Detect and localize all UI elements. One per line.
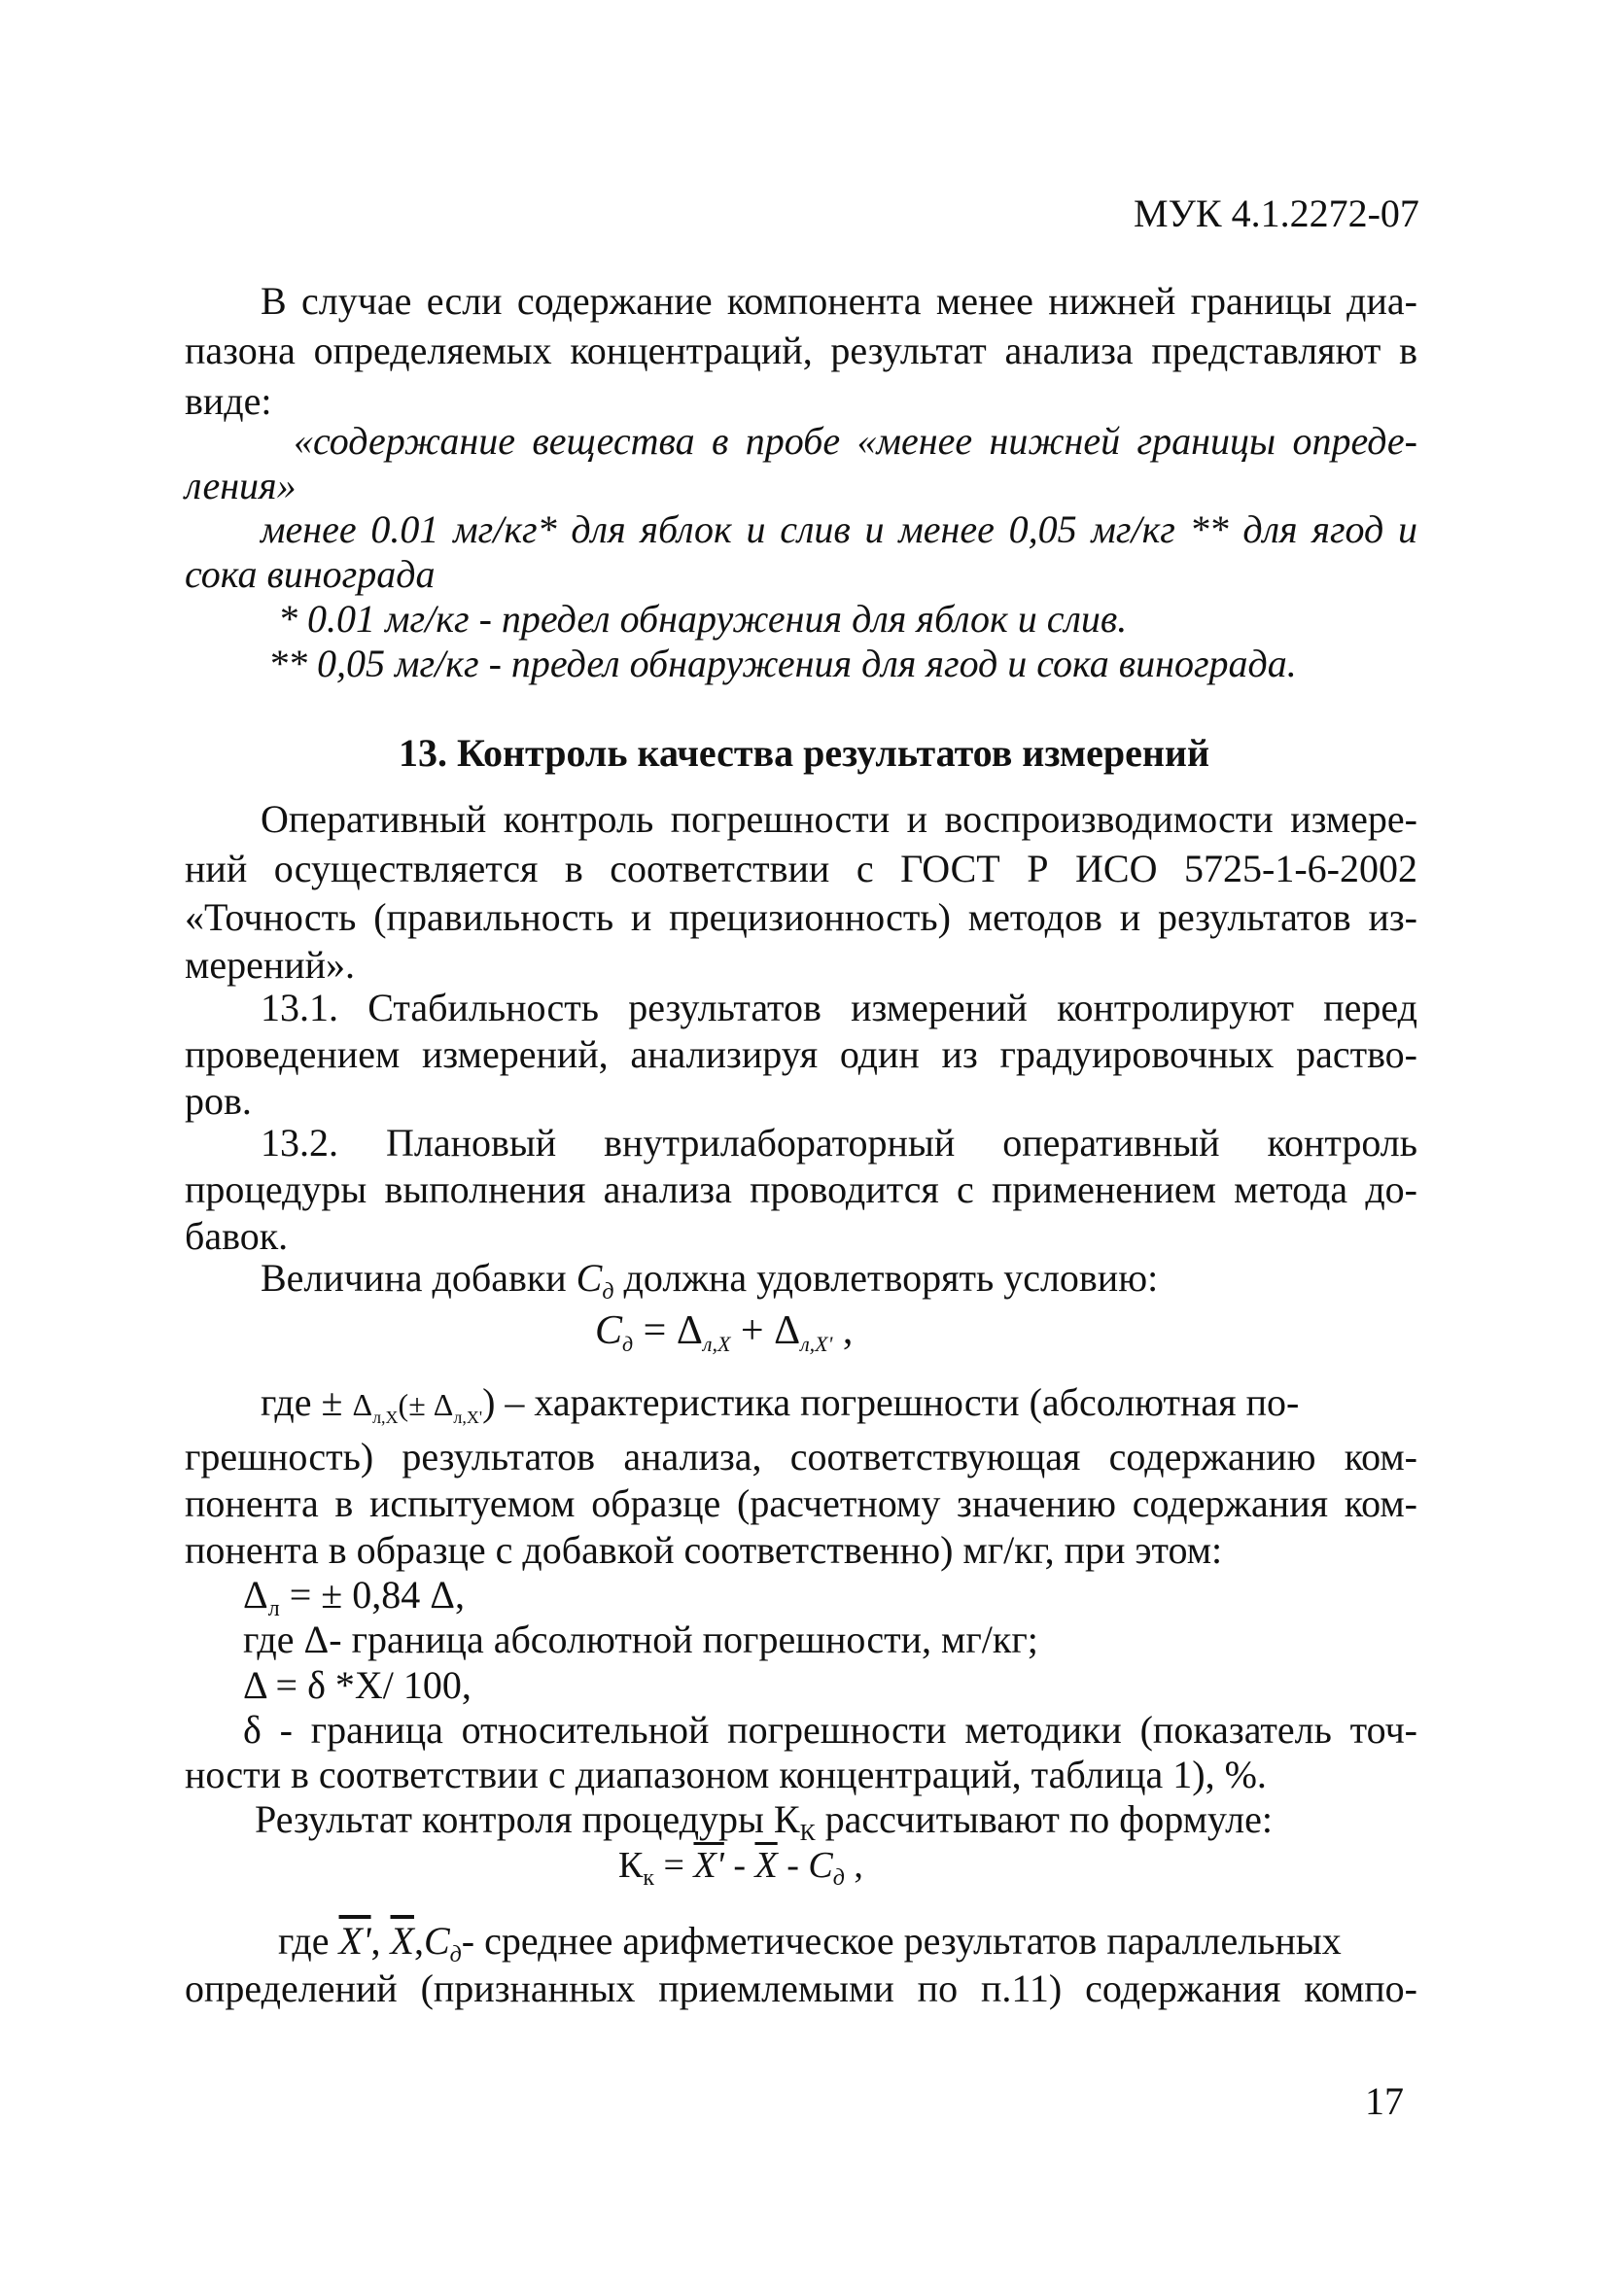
formula-additive: $C_д = \Delta_{л,X} + \Delta_{л,X'}$ , <box>595 1308 854 1356</box>
intro-line-3: виде: <box>185 379 272 423</box>
p3-line-1: 13.2. Плановый внутрилабораторный оперативный контроль <box>261 1121 1417 1165</box>
where-line-2: грешность) результатов анализа, соответствующая содержанию ком- <box>185 1435 1417 1478</box>
footnote-line-2: ** 0,05 мг/кг - предел обнаружения для ягод и сока винограда. <box>268 642 1297 685</box>
delta-rel-line-2: ности в соответствии с диапазоном концентраций, таблица 1), %. <box>185 1753 1267 1796</box>
p1-line-1: Оперативный контроль погрешности и воспроизводимости измере- <box>261 797 1417 841</box>
p2-line-2: проведением измерений, анализируя один из градуировочных раство- <box>185 1032 1417 1076</box>
delta-definition: где Δ- граница абсолютной погрешности, мг/кг; <box>243 1618 1038 1661</box>
p2-line-3: ров. <box>185 1079 252 1123</box>
p1-line-2: ний осуществляется в соответствии с ГОСТ Р ИСО 5725-1-6-2002 <box>185 847 1417 890</box>
section-title: 13. Контроль качества результатов измерений <box>399 731 1209 775</box>
formula-kk: $К_к = X' - \overline{X} - C_д$ , <box>618 1845 863 1891</box>
p1-line-3: «Точность (правильность и прецизионность) методов и результатов из- <box>185 895 1417 939</box>
quote-line-3: менее 0.01 мг/кг* для яблок и слив и менее 0,05 мг/кг ** для ягод и <box>261 507 1417 551</box>
quote-line-4: сока винограда <box>185 552 436 596</box>
where-line-4: понента в образце с добавкой соответственно) мг/кг, при этом: <box>185 1528 1223 1572</box>
footnote-line-1: * 0.01 мг/кг - предел обнаружения для яблок и слив. <box>278 597 1128 641</box>
p3-line-2: процедуры выполнения анализа проводится с применением метода до- <box>185 1167 1417 1211</box>
quote-line-1: «содержание вещества в пробе «менее нижней границы опреде- <box>294 419 1417 463</box>
page-number: 17 <box>1365 2079 1404 2123</box>
where-line-3: понента в испытуемом образце (расчетному значению содержания ком- <box>185 1481 1417 1525</box>
document-code: МУК 4.1.2272-07 <box>1134 191 1419 235</box>
equation-delta-l: $\Delta_л$ = ± 0,84 Δ, <box>243 1573 465 1621</box>
where-line-1: где ± $\Delta_{л,X}(\pm \Delta_{л,X'})$ – характеристика погрешности (абсолютная по- <box>261 1380 1300 1427</box>
result-line: Результат контроля процедуры $К_К$ рассчитывают по формуле: <box>255 1797 1273 1846</box>
where-avg-line-1: где X', $\overline{X},C_д-$ среднее арифметическое результатов параллельных <box>278 1919 1342 1967</box>
intro-line-2: пазона определяемых концентраций, результат анализа представляют в <box>185 329 1417 372</box>
quote-line-2: ления» <box>185 464 297 507</box>
p3-line-3: бавок. <box>185 1214 289 1258</box>
additive-line: Величина добавки $C_д$ должна удовлетворять условию: <box>261 1256 1159 1305</box>
equation-delta: Δ = δ *X/ 100, <box>243 1663 472 1707</box>
p1-line-4: мерений». <box>185 943 356 987</box>
delta-rel-line-1: δ - граница относительной погрешности методики (показатель точ- <box>243 1708 1417 1752</box>
intro-line-1: В случае если содержание компонента менее нижней границы диа- <box>261 279 1417 323</box>
p2-line-1: 13.1. Стабильность результатов измерений контролируют перед <box>261 986 1417 1029</box>
where-avg-line-2: определений (признанных приемлемыми по п.11) содержания компо- <box>185 1966 1417 2010</box>
